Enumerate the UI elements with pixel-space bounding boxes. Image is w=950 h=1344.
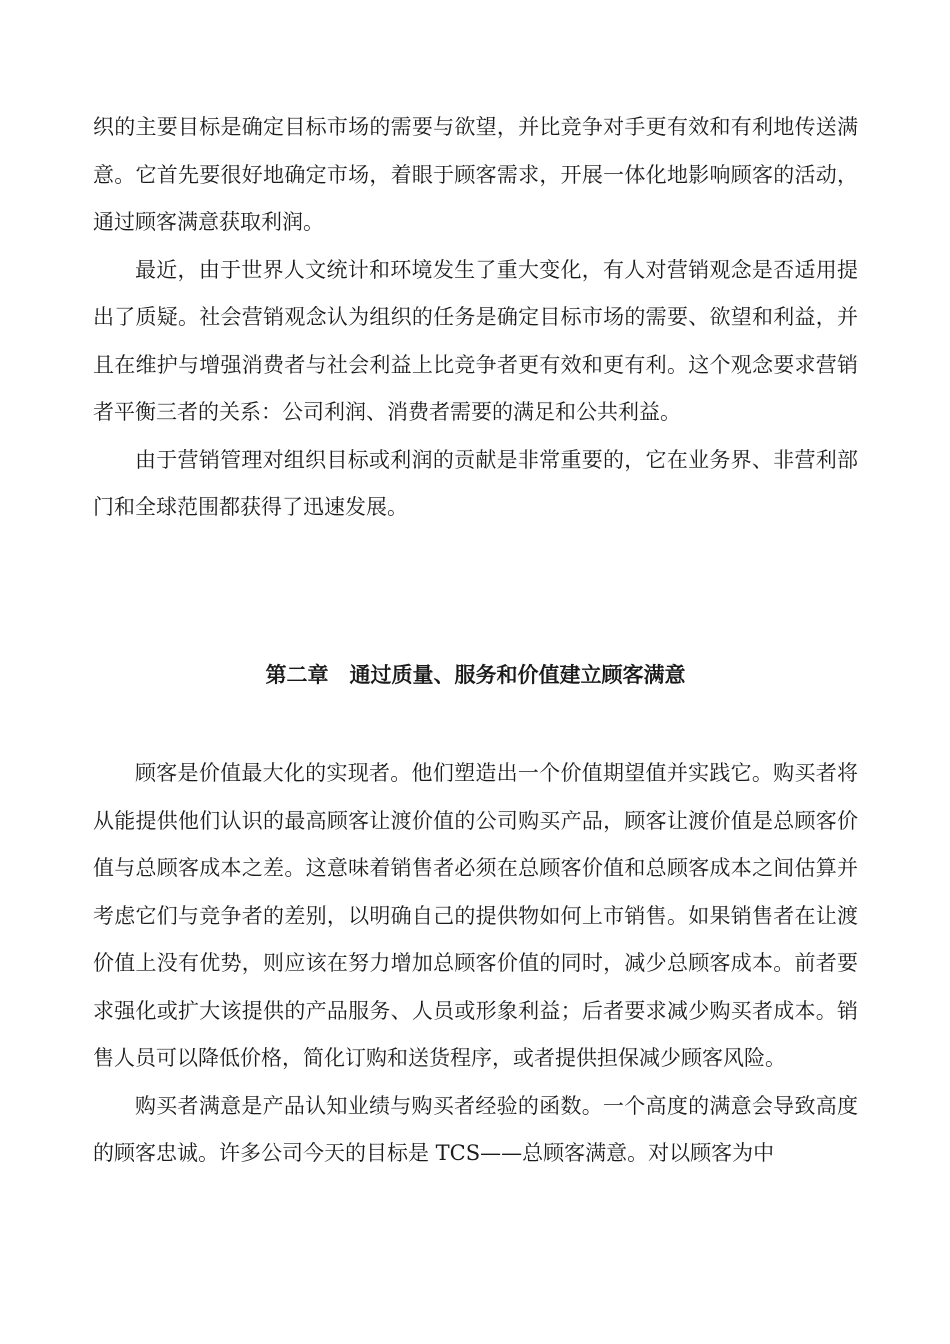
- paragraph-customer-satisfaction: 购买者满意是产品认知业绩与购买者经验的函数。一个高度的满意会导致高度的顾客忠诚。许多公司今天的目标是 TCS——总顾客满意。对以顾客为中: [93, 1093, 858, 1165]
- paragraph-continuation: 织的主要目标是确定目标市场的需要与欲望，并比竞争对手更有效和有利地传送满意。它首先要很好地确定市场，着眼于顾客需求，开展一体化地影响顾客的活动，通过顾客满意获取利润。: [93, 115, 858, 234]
- chapter-heading: 第二章 通过质量、服务和价值建立顾客满意: [265, 663, 686, 687]
- chapter2-text: [93, 750, 858, 1178]
- paragraph-marketing-development: 由于营销管理对组织目标或利润的贡献是非常重要的，它在业务界、非营利部门和全球范围都获得了迅速发展。: [93, 447, 858, 519]
- paragraph-customer-value: 顾客是价值最大化的实现者。他们塑造出一个价值期望值并实践它。购买者将从能提供他们认识的最高顾客让渡价值的公司购买产品，顾客让渡价值是总顾客价值与总顾客成本之差。这意味着销售者必须在总顾客价值和总顾客成本之间估算并考虑它们与竞争者的差别，以明确自己的提供物如何上市销售。如果销售者在让渡价值上没有优势，则应该在努力增加总顾客价值的同时，减少总顾客成本。前者要求强化或扩大该提供的产品服务、人员或形象利益；后者要求减少购买者成本。销售人员可以降低价格，简化订购和送货程序，或者提供担保减少顾客风险。: [93, 761, 858, 1070]
- paragraph-marketing-concept: 最近，由于世界人文统计和环境发生了重大变化，有人对营销观念是否适用提出了质疑。社会营销观念认为组织的任务是确定目标市场的需要、欲望和利益，并且在维护与增强消费者与社会利益上比竞争者更有效和更有利。这个观念要求营销者平衡三者的关系：公司利润、消费者需要的满足和公共利益。: [93, 257, 858, 424]
- section1-text: [93, 104, 858, 532]
